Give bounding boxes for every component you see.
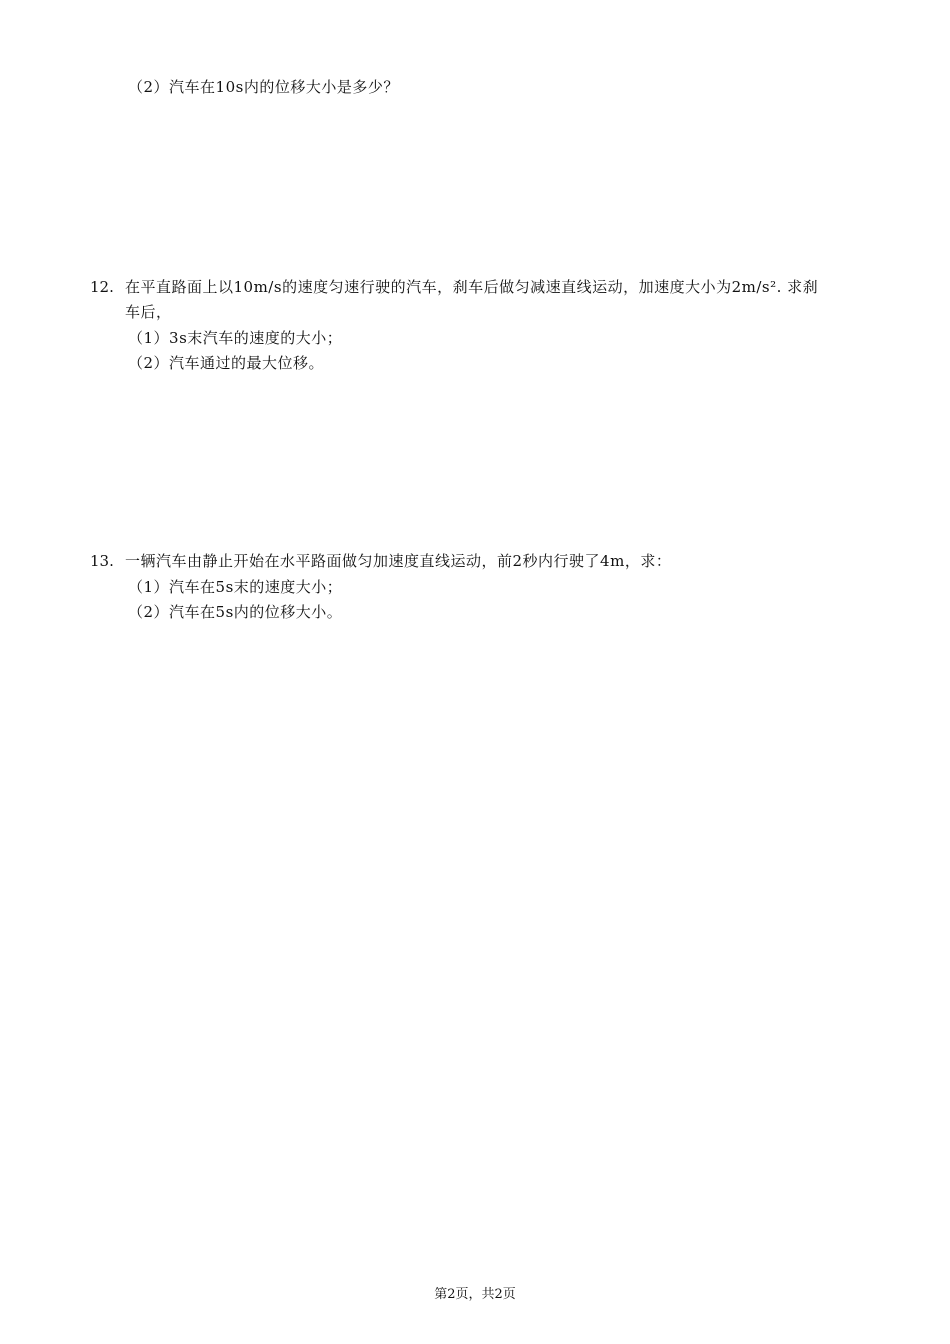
q13-number: 13. bbox=[90, 552, 114, 570]
q12-part1: （1）3s末汽车的速度的大小； bbox=[128, 329, 343, 347]
q12-part2: （2）汽车通过的最大位移。 bbox=[128, 354, 325, 372]
q11-part2: （2）汽车在10s内的位移大小是多少？ bbox=[128, 78, 399, 96]
page-footer: 第2页，共2页 bbox=[434, 1287, 516, 1302]
q13-stem: 一辆汽车由静止开始在水平路面做匀加速度直线运动，前2秒内行驶了4m，求： bbox=[125, 552, 672, 570]
q12-stem-line2: 车后， bbox=[125, 303, 172, 321]
q13-part2: （2）汽车在5s内的位移大小。 bbox=[128, 603, 343, 621]
q13-part1: （1）汽车在5s末的速度大小； bbox=[128, 578, 343, 596]
q12-number: 12. bbox=[90, 278, 114, 296]
q12-stem-line1: 在平直路面上以10m/s的速度匀速行驶的汽车，刹车后做匀减速直线运动，加速度大小为2m/s². 求刹 bbox=[125, 278, 819, 296]
